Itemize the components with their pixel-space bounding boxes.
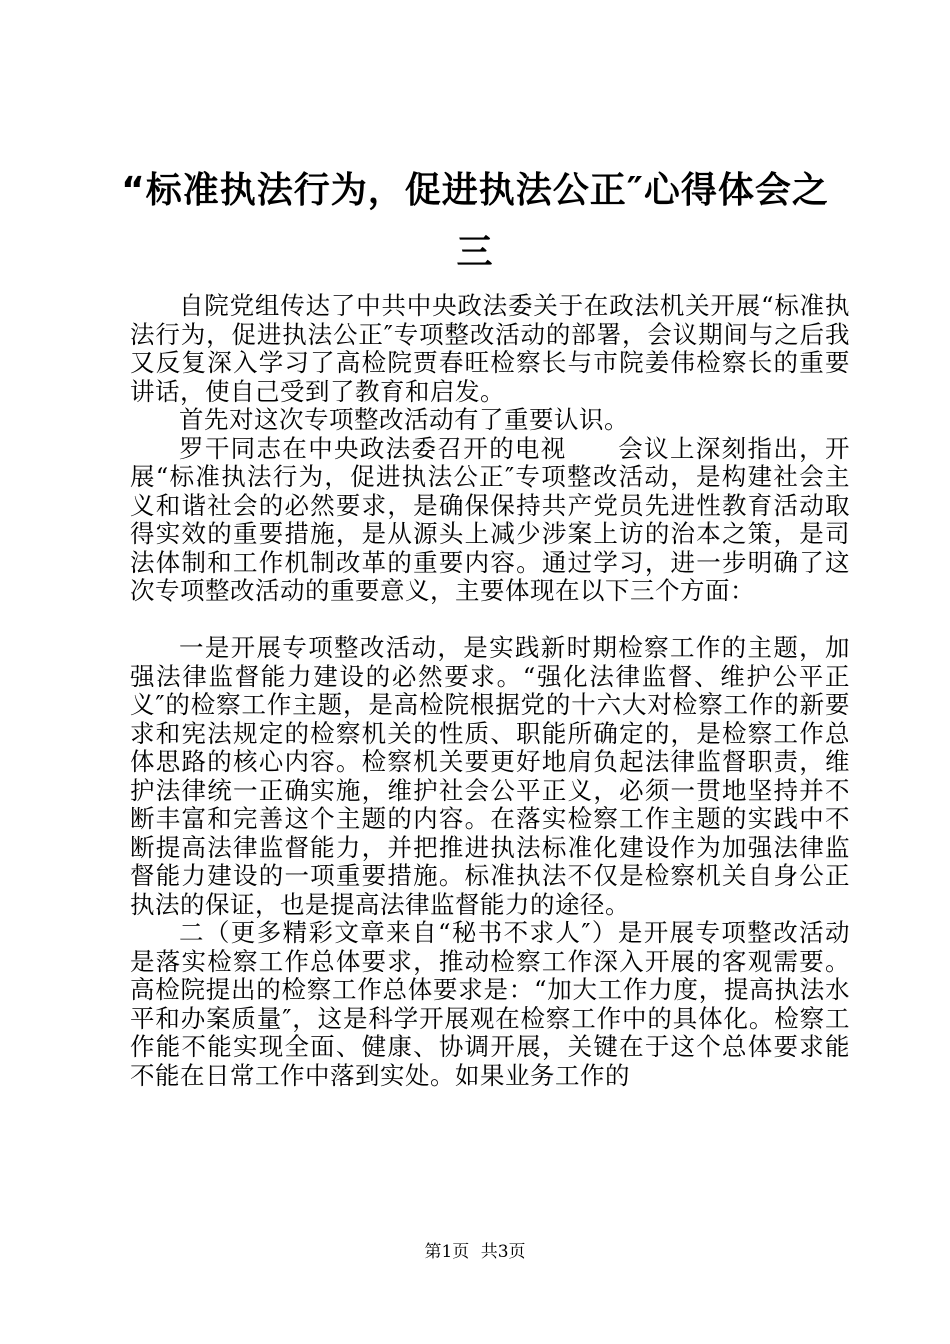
paragraph-1: 自院党组传达了中共中央政法委关于在政法机关开展“标准执法行为，促进执法公正″专项整改活动的部署，会议期间与之后我又反复深入学习了高检院贾春旺检察长与市院姜伟检察长的重要讲话，使自己受到了教育和启发。 [130, 291, 850, 406]
document-title: “标准执法行为，促进执法公正″心得体会之三 [121, 170, 829, 273]
document-body [130, 292, 850, 1090]
page-total: 共3页 [480, 1242, 526, 1262]
page-number: 第1页 [424, 1242, 470, 1262]
paragraph-2: 首先对这次专项整改活动有了重要认识。 [179, 405, 629, 434]
paragraph-5: 二（更多精彩文章来自“秘书不求人″）是开展专项整改活动是落实检察工作总体要求，推动检察工作深入开展的客观需要。高检院提出的检察工作总体要求是：“加大工作力度，提高执法水平和办案质量″，这是科学开展观在检察工作中的具体化。检察工作能不能实现全面、健康、协调开展，关键在于这个总体要求能不能在日常工作中落到实处。如果业务工作的 [130, 918, 850, 1090]
page-footer [0, 1240, 950, 1264]
paragraph-4: 一是开展专项整改活动，是实践新时期检察工作的主题，加强法律监督能力建设的必然要求。“强化法律监督、维护公平正义″的检察工作主题，是高检院根据党的十六大对检察工作的新要求和宪法规定的检察机关的性质、职能所确定的，是检察工作总体思路的核心内容。检察机关要更好地肩负起法律监督职责，维护法律统一正确实施，维护社会公平正义，必须一贯地坚持并不断丰富和完善这个主题的内容。在落实检察工作主题的实践中不断提高法律监督能力，并把推进执法标准化建设作为加强法律监督能力建设的一项重要措施。标准执法不仅是检察机关自身公正执法的保证，也是提高法律监督能力的途径。 [130, 633, 850, 919]
paragraph-3: 罗干同志在中央政法委召开的电视 会议上深刻指出，开展“标准执法行为，促进执法公正″专项整改活动，是构建社会主义和谐社会的必然要求，是确保保持共产党员先进性教育活动取得实效的重要措施，是从源头上减少涉案上访的治本之策，是司法体制和工作机制改革的重要内容。通过学习，进一步明确了这次专项整改活动的重要意义，主要体现在以下三个方面： [130, 433, 850, 605]
